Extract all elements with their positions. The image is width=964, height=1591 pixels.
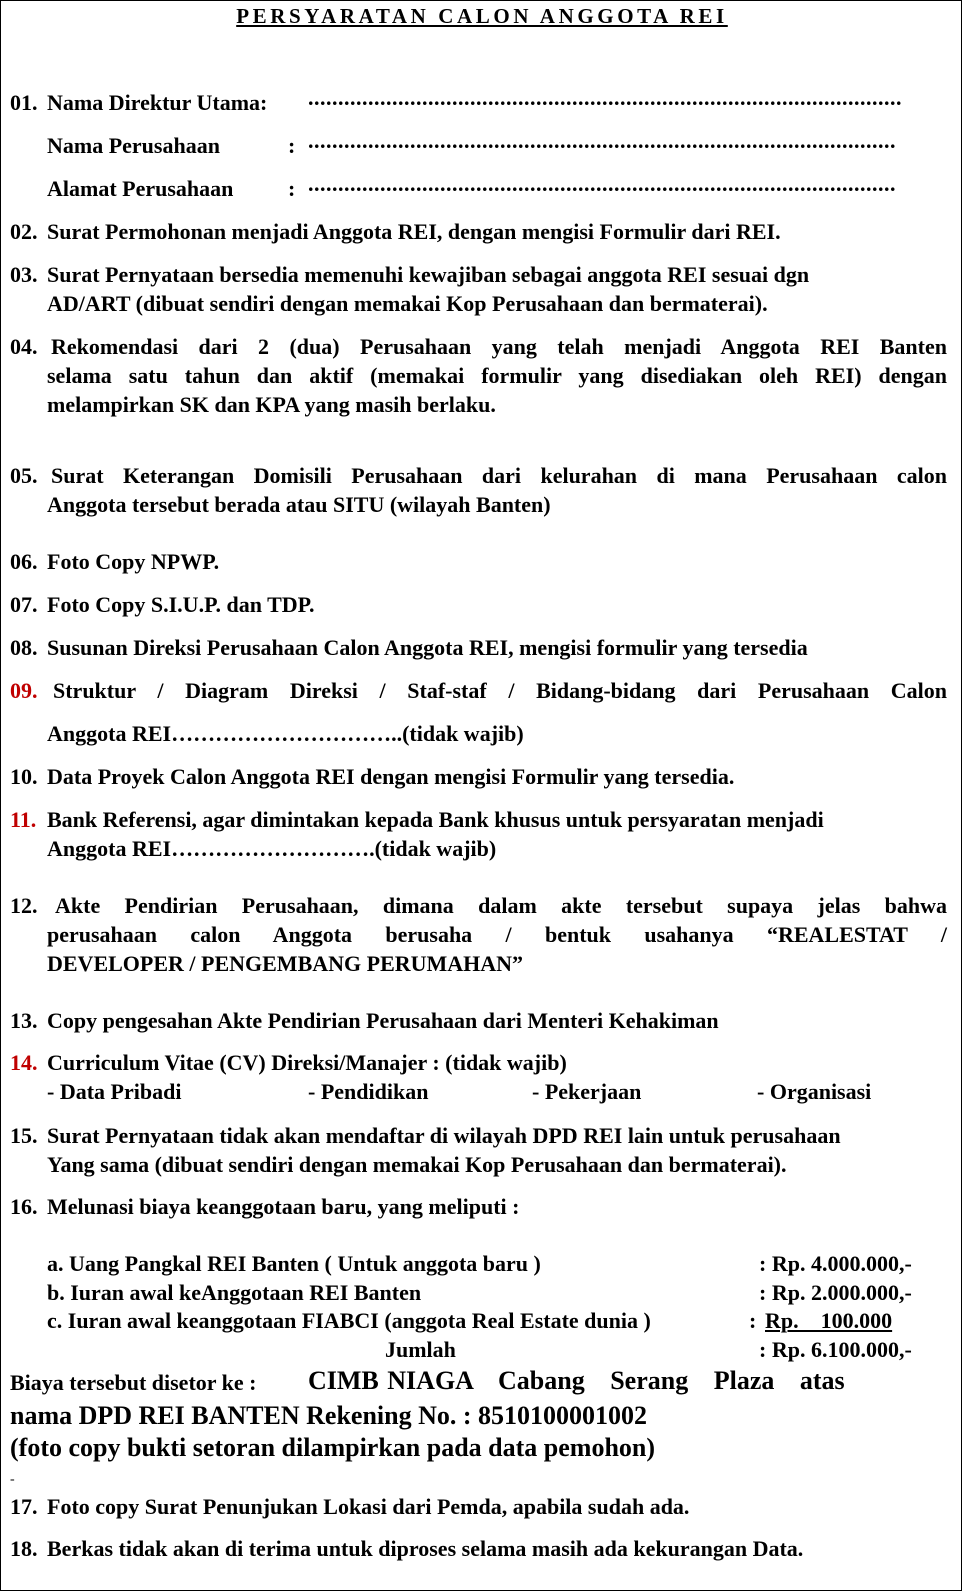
payment-account: nama DPD REI BANTEN Rekening No. : 8510100001002 <box>10 1401 648 1430</box>
item-01-colon-company: : <box>288 133 296 158</box>
item-18-text: Berkas tidak akan di terima untuk diproses selama masih ada kekurangan Data. <box>47 1536 804 1561</box>
item-14-text: Curriculum Vitae (CV) Direksi/Manajer : (tidak wajib) <box>47 1050 567 1075</box>
item-05-number: 05. <box>10 463 38 488</box>
item-03-line1: Surat Pernyataan bersedia memenuhi kewajiban sebagai anggota REI sesuai dgn <box>47 262 810 287</box>
payment-bank: CIMB NIAGA Cabang Serang Plaza atas <box>308 1366 845 1395</box>
item-04-number: 04. <box>10 334 38 359</box>
item-11-line1: Bank Referensi, agar dimintakan kepada Bank khusus untuk persyaratan menjadi <box>47 807 824 832</box>
payment-note: (foto copy bukti setoran dilampirkan pada data pemohon) <box>10 1433 656 1462</box>
item-14-sub-education: - Pendidikan <box>308 1079 429 1104</box>
item-09-number: 09. <box>10 678 38 703</box>
item-10-text: Data Proyek Calon Anggota REI dengan mengisi Formulir yang tersedia. <box>47 764 735 789</box>
item-02-number: 02. <box>10 219 38 244</box>
fee-b-amount: : Rp. 2.000.000,- <box>759 1280 912 1305</box>
item-16-number: 16. <box>10 1194 38 1219</box>
item-01-label-company: Nama Perusahaan <box>47 133 220 158</box>
item-14-number: 14. <box>10 1050 38 1075</box>
item-01-colon-address: : <box>288 176 296 201</box>
item-01-dots-company: .................................................................................................. <box>308 128 896 153</box>
item-14-sub-organization: - Organisasi <box>757 1079 872 1104</box>
item-01-label-director: Nama Direktur Utama: <box>47 90 268 115</box>
item-10-number: 10. <box>10 764 38 789</box>
item-14-sub-work: - Pekerjaan <box>532 1079 642 1104</box>
item-09-line1: Struktur / Diagram Direksi / Staf-staf / Bidang-bidang dari Perusahaan Calon <box>53 678 947 703</box>
item-01-dots-address: .................................................................................................. <box>308 171 896 196</box>
item-18-number: 18. <box>10 1536 38 1561</box>
fee-a-amount: : Rp. 4.000.000,- <box>759 1251 912 1276</box>
item-05-line1: Surat Keterangan Domisili Perusahaan dari kelurahan di mana Perusahaan calon <box>51 463 947 488</box>
item-06-number: 06. <box>10 549 38 574</box>
item-15-line2: Yang sama (dibuat sendiri dengan memakai Kop Perusahaan dan bermaterai). <box>47 1152 787 1177</box>
item-06-text: Foto Copy NPWP. <box>47 549 220 574</box>
item-12-number: 12. <box>10 893 38 918</box>
fee-c-amount: Rp. 100.000 <box>765 1308 893 1333</box>
payment-lead: Biaya tersebut disetor ke : <box>10 1370 257 1395</box>
item-01-number: 01. <box>10 90 38 115</box>
item-09-line2: Anggota REI…………………………..(tidak wajib) <box>47 721 524 746</box>
item-17-number: 17. <box>10 1494 38 1519</box>
fee-c-colon: : <box>749 1308 757 1333</box>
fee-b-label: b. Iuran awal keAnggotaan REI Banten <box>47 1280 422 1305</box>
item-13-text: Copy pengesahan Akte Pendirian Perusahaan dari Menteri Kehakiman <box>47 1008 719 1033</box>
fee-c-label: c. Iuran awal keanggotaan FIABCI (anggota Real Estate dunia ) <box>47 1308 651 1333</box>
item-12-line1: Akte Pendirian Perusahaan, dimana dalam akte tersebut supaya jelas bahwa <box>55 893 947 918</box>
item-08-text: Susunan Direksi Perusahaan Calon Anggota REI, mengisi formulir yang tersedia <box>47 635 808 660</box>
item-08-number: 08. <box>10 635 38 660</box>
item-14-sub-personal: - Data Pribadi <box>47 1079 182 1104</box>
item-16-text: Melunasi biaya keanggotaan baru, yang meliputi : <box>47 1194 520 1219</box>
item-11-line2: Anggota REI……………………….(tidak wajib) <box>47 836 497 861</box>
item-13-number: 13. <box>10 1008 38 1033</box>
item-01-dots-director: ................................................................................................... <box>308 85 902 110</box>
fee-a-label: a. Uang Pangkal REI Banten ( Untuk anggota baru ) <box>47 1251 541 1276</box>
item-07-number: 07. <box>10 592 38 617</box>
page-title: PERSYARATAN CALON ANGGOTA REI <box>236 4 728 28</box>
item-04-line1: Rekomendasi dari 2 (dua) Perusahaan yang telah menjadi Anggota REI Banten <box>51 334 947 359</box>
item-17-text: Foto copy Surat Penunjukan Lokasi dari Pemda, apabila sudah ada. <box>47 1494 690 1519</box>
item-15-line1: Surat Pernyataan tidak akan mendaftar di wilayah DPD REI lain untuk perusahaan <box>47 1123 841 1148</box>
item-12-line3: DEVELOPER / PENGEMBANG PERUMAHAN” <box>47 951 524 976</box>
item-05-line2: Anggota tersebut berada atau SITU (wilayah Banten) <box>47 492 551 517</box>
item-04-line2: selama satu tahun dan aktif (memakai formulir yang disediakan oleh REI) dengan <box>47 363 947 388</box>
item-02-text: Surat Permohonan menjadi Anggota REI, dengan mengisi Formulir dari REI. <box>47 219 781 244</box>
item-03-number: 03. <box>10 262 38 287</box>
fee-total-amount: : Rp. 6.100.000,- <box>759 1337 912 1362</box>
payment-dash: - <box>10 1472 15 1487</box>
item-07-text: Foto Copy S.I.U.P. dan TDP. <box>47 592 315 617</box>
item-01-label-address: Alamat Perusahaan <box>47 176 234 201</box>
item-11-number: 11. <box>10 807 37 832</box>
item-12-line2: perusahaan calon Anggota berusaha / bentuk usahanya “REALESTAT / <box>47 922 947 947</box>
item-03-line2: AD/ART (dibuat sendiri dengan memakai Kop Perusahaan dan bermaterai). <box>47 291 768 316</box>
item-15-number: 15. <box>10 1123 38 1148</box>
item-04-line3: melampirkan SK dan KPA yang masih berlaku. <box>47 392 496 417</box>
fee-total-label: Jumlah <box>385 1337 456 1362</box>
